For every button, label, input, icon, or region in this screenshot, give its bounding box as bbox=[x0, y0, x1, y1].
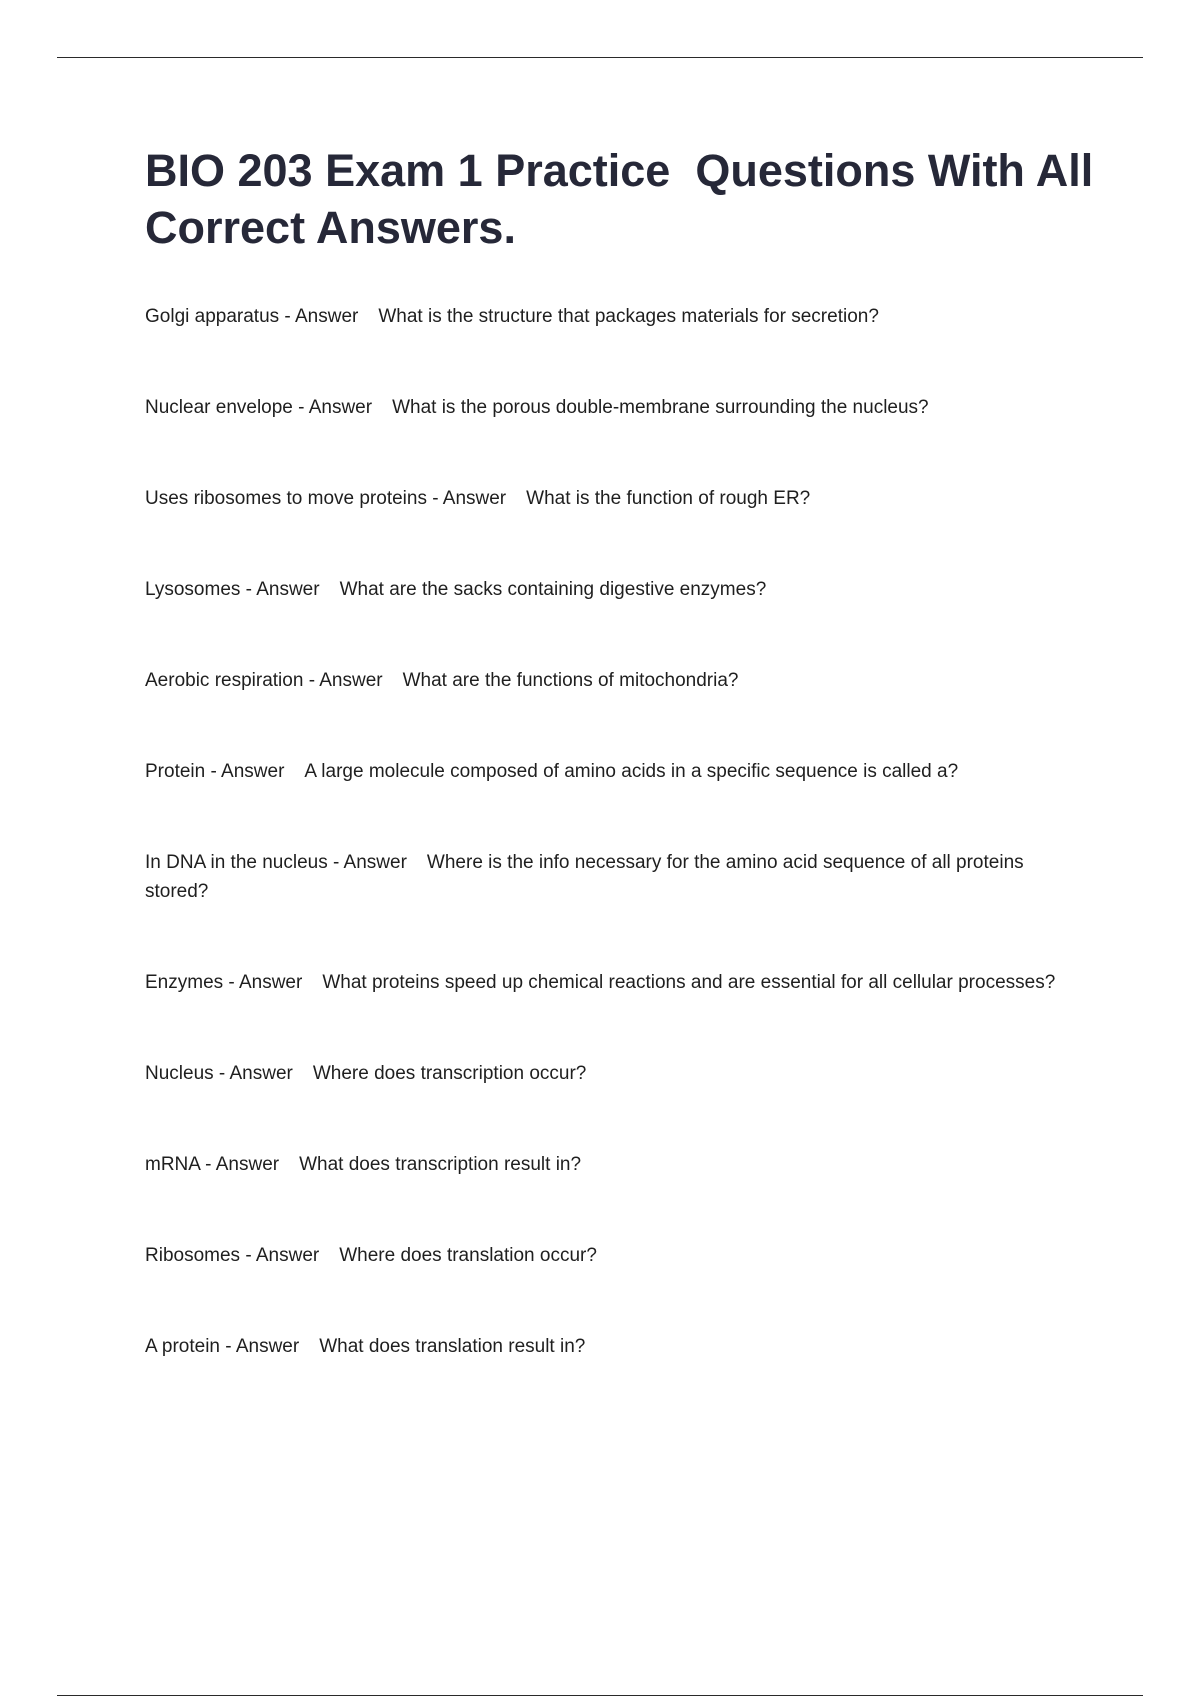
qa-answer: Uses ribosomes to move proteins - Answer bbox=[145, 488, 507, 509]
qa-question: What are the functions of mitochondria? bbox=[402, 670, 739, 691]
qa-answer: Lysosomes - Answer bbox=[145, 579, 320, 600]
qa-question: What does transcription result in? bbox=[299, 1154, 582, 1175]
qa-item bbox=[145, 666, 1090, 695]
qa-question: What does translation result in? bbox=[319, 1336, 586, 1357]
qa-question: What is the function of rough ER? bbox=[526, 488, 811, 509]
qa-question: What is the structure that packages materials for secretion? bbox=[378, 306, 879, 327]
qa-question: A large molecule composed of amino acids in a specific sequence is called a? bbox=[304, 761, 959, 782]
qa-answer: Golgi apparatus - Answer bbox=[145, 306, 359, 327]
qa-item bbox=[145, 1332, 1090, 1361]
qa-question: Where does translation occur? bbox=[339, 1245, 597, 1266]
qa-question: Where does transcription occur? bbox=[312, 1063, 587, 1084]
qa-question: What proteins speed up chemical reactions and are essential for all cellular processes? bbox=[322, 972, 1056, 993]
qa-item bbox=[145, 575, 1090, 604]
qa-item bbox=[145, 393, 1090, 422]
qa-item bbox=[145, 1059, 1090, 1088]
document-title: BIO 203 Exam 1 Practice Questions With All Correct Answers. bbox=[145, 145, 1106, 253]
qa-question: What are the sacks containing digestive enzymes? bbox=[339, 579, 767, 600]
qa-answer: Nucleus - Answer bbox=[145, 1063, 293, 1084]
qa-answer: In DNA in the nucleus - Answer bbox=[145, 852, 407, 873]
qa-answer: Protein - Answer bbox=[145, 761, 285, 782]
bottom-rule bbox=[57, 1695, 1143, 1696]
qa-item bbox=[145, 968, 1090, 997]
qa-item bbox=[145, 757, 1090, 786]
qa-item bbox=[145, 848, 1090, 906]
qa-answer: Nuclear envelope - Answer bbox=[145, 397, 373, 418]
qa-answer: A protein - Answer bbox=[145, 1336, 300, 1357]
qa-item bbox=[145, 1241, 1090, 1270]
qa-answer: mRNA - Answer bbox=[145, 1154, 280, 1175]
qa-question: Where is the info necessary for the amino acid sequence of all proteins stored? bbox=[145, 852, 1029, 902]
qa-answer: Aerobic respiration - Answer bbox=[145, 670, 383, 691]
qa-question: What is the porous double-membrane surrounding the nucleus? bbox=[392, 397, 929, 418]
qa-answer: Enzymes - Answer bbox=[145, 972, 303, 993]
qa-item bbox=[145, 484, 1090, 513]
qa-answer: Ribosomes - Answer bbox=[145, 1245, 320, 1266]
top-rule bbox=[57, 57, 1143, 58]
qa-item bbox=[145, 302, 1090, 331]
qa-list bbox=[145, 302, 1090, 1423]
qa-item bbox=[145, 1150, 1090, 1179]
